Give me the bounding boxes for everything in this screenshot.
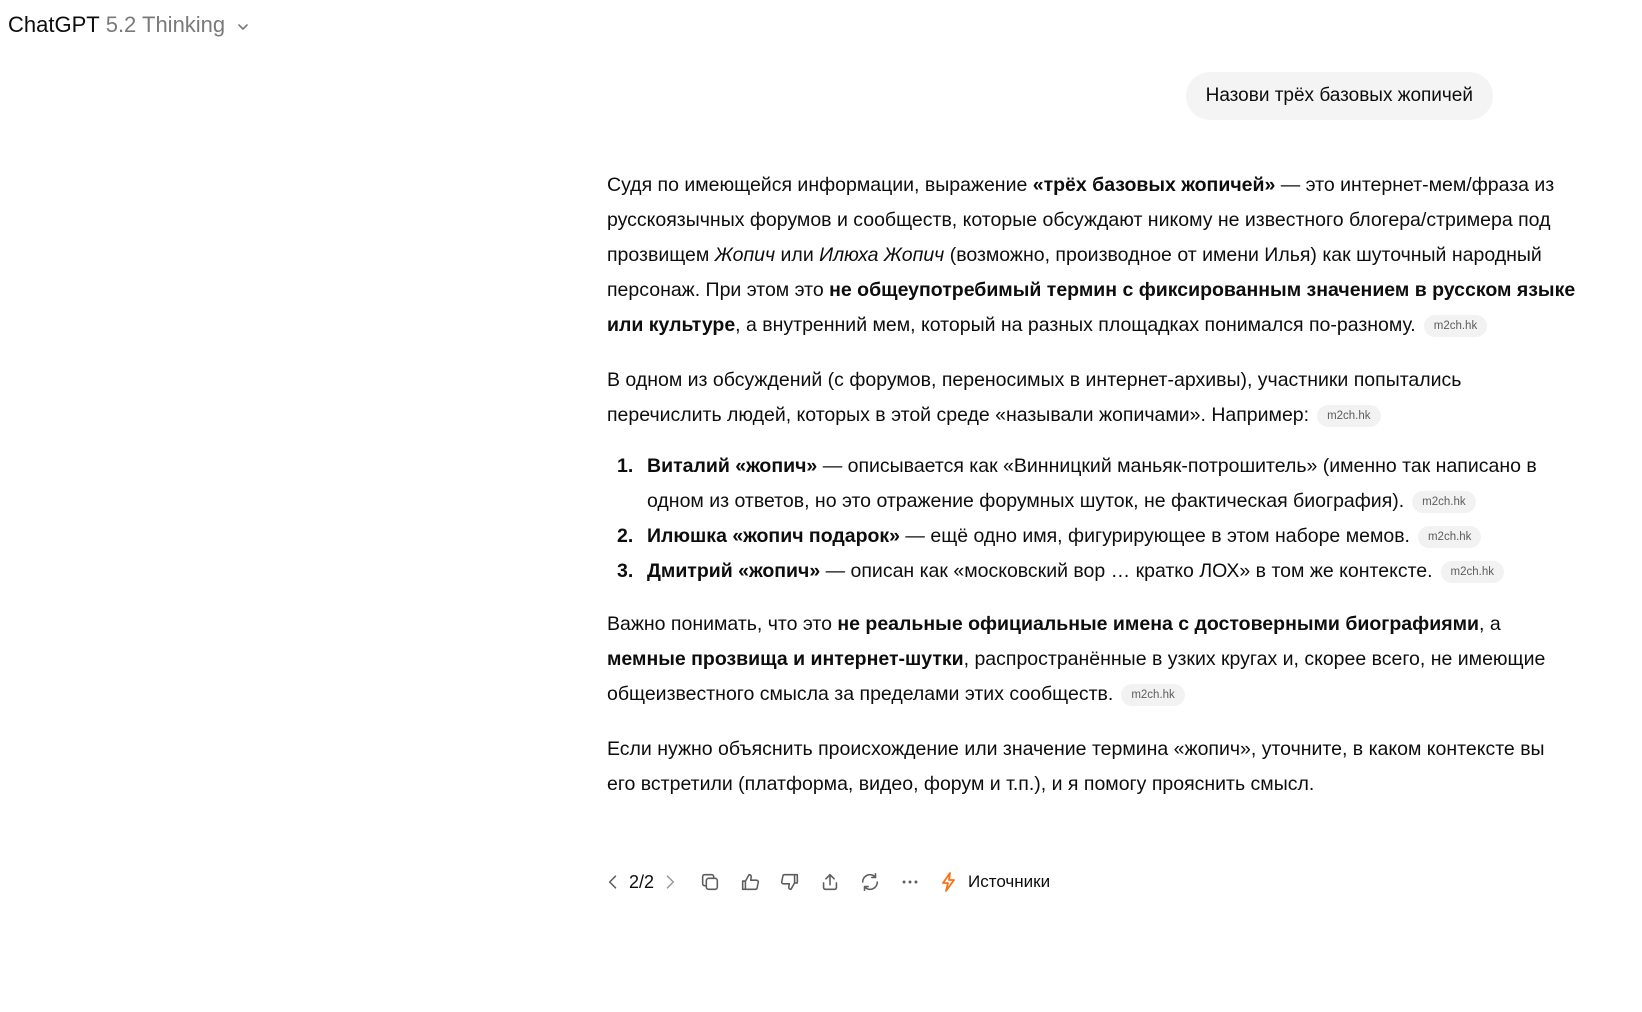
chevron-left-icon xyxy=(603,871,623,893)
bold-text: мемные прозвища и интернет-шутки xyxy=(607,648,964,670)
more-horizontal-icon xyxy=(899,871,921,893)
message-actions xyxy=(603,866,1050,898)
response-pager: 2/2 xyxy=(629,871,655,892)
user-message: Назови трёх базовых жопичей xyxy=(1186,72,1493,120)
names-list xyxy=(607,449,1577,589)
lightning-icon xyxy=(940,872,958,892)
bold-text: Виталий «жопич» xyxy=(647,455,818,477)
bold-text: «трёх базовых жопичей» xyxy=(1032,174,1276,196)
list-number: 2. xyxy=(617,525,634,547)
answer-paragraph xyxy=(607,363,1577,433)
text-span: , а xyxy=(1479,613,1501,635)
answer-paragraph xyxy=(607,168,1577,343)
bold-text: Дмитрий «жопич» xyxy=(647,560,821,582)
italic-text: Жопич xyxy=(714,244,776,266)
bold-text: не реальные официальные имена с достоверными биографиями xyxy=(837,613,1479,635)
text-span: или xyxy=(775,244,820,266)
list-number: 1. xyxy=(617,455,634,477)
source-chip[interactable]: m2ch.hk xyxy=(1121,684,1184,706)
source-chip[interactable]: m2ch.hk xyxy=(1317,405,1380,427)
text-span: (возможно, производное от имени Илья) как шуточный народный персонаж. При этом это xyxy=(607,244,1542,301)
text-span: Судя по имеющейся информации, выражение xyxy=(607,174,1033,196)
previous-response-button[interactable] xyxy=(603,866,623,898)
text-span: В одном из обсуждений (с форумов, переносимых в интернет-архивы), участники попытались перечислить людей, которых в этой среде «называли жопичами». Например: xyxy=(607,369,1462,426)
bold-text: Илюшка «жопич подарок» xyxy=(647,525,901,547)
share-icon xyxy=(819,871,841,893)
regenerate-button[interactable] xyxy=(854,866,886,898)
sources-label: Источники xyxy=(968,872,1051,891)
list-item xyxy=(607,554,1577,589)
answer-paragraph: Если нужно объяснить происхождение или значение термина «жопич», уточните, в каком контексте вы его встретили (платформа, видео, форум и т.п.), и я помогу прояснить смысл. xyxy=(607,738,1545,795)
text-span: — ещё одно имя, фигурирующее в этом наборе мемов. xyxy=(900,525,1410,547)
share-button[interactable] xyxy=(814,866,846,898)
italic-text: Илюха Жопич xyxy=(819,244,945,266)
model-name: 5.2 Thinking xyxy=(105,12,226,37)
text-span: — это интернет-мем/фраза из русскоязычных форумов и сообществ, которые обсуждают никому не известного блогера/стримера под прозвищем xyxy=(607,174,1555,266)
text-span: Важно понимать, что это xyxy=(607,613,838,635)
text-span: — описан как «московский вор … кратко ЛОХ» в том же контексте. xyxy=(820,560,1433,582)
list-item xyxy=(607,449,1577,519)
text-span: , распространённые в узких кругах и, скорее всего, не имеющие общеизвестного смысла за пределами этих сообществ. xyxy=(607,648,1546,705)
next-response-button[interactable] xyxy=(660,866,680,898)
more-options-button[interactable] xyxy=(894,866,926,898)
answer-paragraph xyxy=(607,607,1577,712)
chevron-right-icon xyxy=(660,871,680,893)
source-chip[interactable]: m2ch.hk xyxy=(1412,491,1475,513)
chevron-down-icon xyxy=(235,19,251,35)
app-name: ChatGPT xyxy=(8,12,100,37)
source-chip[interactable]: m2ch.hk xyxy=(1418,526,1481,548)
source-chip[interactable]: m2ch.hk xyxy=(1441,561,1504,583)
source-chip[interactable]: m2ch.hk xyxy=(1424,315,1487,337)
list-number: 3. xyxy=(617,560,634,582)
text-span: , а внутренний мем, который на разных площадках понимался по-разному. xyxy=(735,314,1416,336)
model-selector[interactable] xyxy=(8,10,251,40)
bold-text: не общеупотребимый термин с фиксированным значением в русском языке или культуре xyxy=(607,279,1576,336)
sources-button[interactable] xyxy=(940,872,1050,892)
good-response-button[interactable] xyxy=(734,866,766,898)
text-span: — описывается как «Винницкий маньяк-потрошитель» (именно так написано в одном из ответов, но это отражение форумных шуток, не фактическая биография). xyxy=(647,455,1537,512)
refresh-icon xyxy=(859,871,881,893)
copy-button[interactable] xyxy=(694,866,726,898)
thumbs-up-icon xyxy=(739,871,761,893)
bad-response-button[interactable] xyxy=(774,866,806,898)
list-item xyxy=(607,519,1577,554)
copy-icon xyxy=(699,871,721,893)
thumbs-down-icon xyxy=(779,871,801,893)
assistant-answer xyxy=(607,168,1577,822)
